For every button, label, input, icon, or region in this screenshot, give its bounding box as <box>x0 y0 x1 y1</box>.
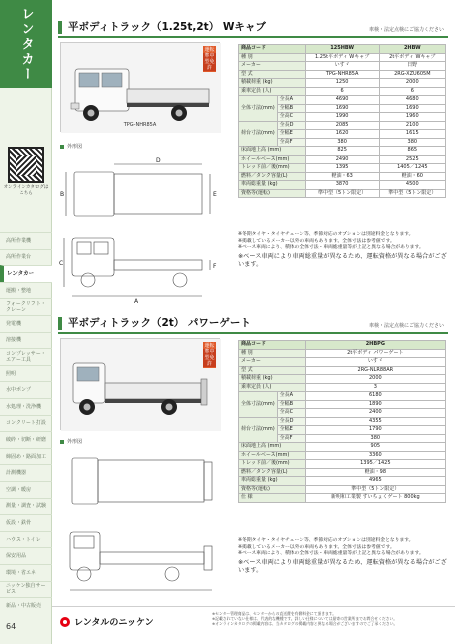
section-title-powergate <box>58 316 448 334</box>
spec-label: 乗車定員 (人) <box>239 87 306 96</box>
spec-label: 全幅B <box>277 400 305 409</box>
spec-label: 全高C <box>277 409 305 418</box>
logo-text: レンタルのニッケン <box>74 618 154 628</box>
badge-line-2: 準中 <box>204 53 215 59</box>
diagram-label-text: 外形図 <box>67 439 83 445</box>
spec-value: 4680 <box>379 96 445 105</box>
sidebar-item[interactable]: 仮設・鉄骨 <box>0 514 52 531</box>
spec-row <box>239 349 446 358</box>
note-line: ※冬期タイヤ・タイヤチェーン等、季節対応のオプションは別途料金となります。 <box>238 232 414 237</box>
spec-label: 全長A <box>277 96 305 105</box>
dimension-drawing-powergate <box>60 448 228 598</box>
sidebar-item[interactable]: 運搬・整地 <box>0 282 52 299</box>
spec-value: 380 <box>305 434 445 443</box>
spec-value: 4355 <box>305 417 445 426</box>
title-bar-marker <box>58 317 62 330</box>
photo-caption: TPG-NHR85A <box>123 122 157 128</box>
notes-wcab <box>238 232 448 269</box>
spec-value: 380 <box>305 138 379 147</box>
footer <box>52 606 455 644</box>
spec-value: 865 <box>379 147 445 156</box>
spec-value: 6 <box>305 87 379 96</box>
spec-label: ホイールベース(mm) <box>239 451 306 460</box>
spec-row <box>239 53 446 62</box>
spec-row <box>239 87 446 96</box>
sidebar-item[interactable]: ハウス・トイレ <box>0 531 52 548</box>
spec-label: 積載荷重 (kg) <box>239 79 306 88</box>
spec-value: 軽油・98 <box>305 468 445 477</box>
square-bullet-icon <box>60 145 64 149</box>
notes-powergate <box>238 538 448 575</box>
spec-label: 全幅E <box>277 130 305 139</box>
spec-label: 型 式 <box>239 366 306 375</box>
spec-row <box>239 70 446 79</box>
truck-powergate-image <box>61 339 221 431</box>
spec-value: 準中型（5トン限定） <box>379 189 445 198</box>
sidebar-item[interactable]: 計測機器 <box>0 464 52 481</box>
truck-wcab-image <box>61 43 221 133</box>
spec-label: 床面地上高 (mm) <box>239 443 306 452</box>
license-badge <box>203 342 216 368</box>
spec-label: 荷台寸法(mm) <box>239 121 278 147</box>
spec-row <box>239 96 446 105</box>
license-badge <box>203 46 216 72</box>
sidebar-item[interactable]: 水処理・洗浄機 <box>0 398 52 415</box>
page-number: 64 <box>6 622 17 631</box>
spec-row <box>239 358 446 367</box>
sidebar-item[interactable]: フォークリフト・クレーン <box>0 298 52 315</box>
sidebar-item[interactable]: 環境・省エネ <box>0 564 52 581</box>
spec-value: 1250 <box>305 79 379 88</box>
spec-label: 乗車定員 (人) <box>239 383 306 392</box>
spec-row <box>239 417 446 426</box>
spec-value: 1395／1425 <box>305 460 445 469</box>
sidebar-item[interactable]: 締固め・路面加工 <box>0 448 52 465</box>
note-line: ※ベース車両により、積体の全体寸法・車両総重量等が上記と異なる場合があります。 <box>238 245 424 251</box>
title-bar-marker <box>58 21 62 34</box>
spec-row <box>239 45 446 54</box>
diagram-label-wcab <box>60 143 82 150</box>
spec-value: 380 <box>379 138 445 147</box>
diagram-label-text: 外形図 <box>67 144 83 150</box>
footnote-line: ※オンラインカタログの掲載内容は、当カタログの掲載内容と異なる場合がございますのでご了承ください。 <box>212 621 398 626</box>
spec-value: いすゞ <box>305 358 445 367</box>
spec-value: 日野 <box>379 62 445 71</box>
spec-value: 825 <box>305 147 379 156</box>
spec-label: 種 別 <box>239 349 306 358</box>
sidebar-item[interactable]: 高所作業機 <box>0 232 52 249</box>
spec-row <box>239 468 446 477</box>
license-warning-note: ※ベース車両により車両総重量が異なるため、運転資格が異なる場合がございます。 <box>238 558 447 574</box>
footnote-line: ※記載されていない仕様は、代表的な機種です。詳しい仕様については最寄の営業所までお問合せください。 <box>212 616 398 621</box>
spec-label: トレッド前／後(mm) <box>239 460 306 469</box>
dim-letter-f: F <box>213 263 217 270</box>
spec-row <box>239 366 446 375</box>
dimension-drawing-wcab <box>60 152 228 304</box>
inspection-note: 車検・法定点検にご協力ください <box>368 27 444 33</box>
spec-label: 車両総重量 (kg) <box>239 477 306 486</box>
spec-value: 準中型（5トン限定） <box>305 189 379 198</box>
company-logo <box>60 615 154 628</box>
spec-label: ホイールベース(mm) <box>239 155 306 164</box>
spec-row <box>239 494 446 503</box>
spec-value: 1395 <box>305 164 379 173</box>
spec-label: 商品コード <box>239 341 306 350</box>
sidebar-item[interactable]: 測量・調査・試験 <box>0 498 52 515</box>
sidebar-item[interactable]: 水中ポンプ <box>0 381 52 398</box>
spec-label: 全高C <box>277 113 305 122</box>
spec-label: 荷台寸法(mm) <box>239 417 278 443</box>
spec-value: 1.25t平ボディ Wキャブ <box>305 53 379 62</box>
spec-row <box>239 341 446 350</box>
spec-label: 資格等(運転) <box>239 189 306 198</box>
dimension-diagram-powergate <box>60 448 228 598</box>
spec-value: 2HBW <box>379 45 445 54</box>
sidebar-item[interactable]: 破砕・切断・研磨 <box>0 431 52 448</box>
truck-photo-powergate <box>60 338 220 430</box>
spec-label: 全体寸法(mm) <box>239 96 278 122</box>
spec-value: 4690 <box>305 96 379 105</box>
logo-mark-icon <box>60 617 70 627</box>
spec-value: 1990 <box>305 113 379 122</box>
spec-row <box>239 62 446 71</box>
spec-value: いすゞ <box>305 62 379 71</box>
sidebar-item[interactable]: 高所作業台 <box>0 249 52 266</box>
dim-letter-e: E <box>213 191 217 198</box>
spec-label: 全長A <box>277 392 305 401</box>
spec-label: 全高F <box>277 138 305 147</box>
spec-label: 資格等(運転) <box>239 485 306 494</box>
spec-value: 125HBW <box>305 45 379 54</box>
diagram-label-powergate <box>60 438 82 445</box>
spec-label: 燃料／タンク容量(L) <box>239 468 306 477</box>
spec-label: 積載荷重 (kg) <box>239 375 306 384</box>
spec-value: 2085 <box>305 121 379 130</box>
spec-value: 2RG-NLR88AR <box>305 366 445 375</box>
sidebar-item[interactable]: 保安用品 <box>0 547 52 564</box>
spec-value: 2400 <box>305 409 445 418</box>
spec-row <box>239 164 446 173</box>
spec-value: 4500 <box>379 181 445 190</box>
spec-value: 2RG-XZU605M <box>379 70 445 79</box>
dimension-diagram-wcab <box>60 152 228 304</box>
spec-label: 全長D <box>277 121 305 130</box>
spec-value: 2100 <box>379 121 445 130</box>
spec-value: 軽油・63 <box>305 172 379 181</box>
spec-value: 1405／1245 <box>379 164 445 173</box>
note-line: ※掲載しているメーカー以外の車両もあります。全体寸法は参考値です。 <box>238 238 395 244</box>
spec-value: 1960 <box>379 113 445 122</box>
spec-row <box>239 155 446 164</box>
spec-label: 床面地上高 (mm) <box>239 147 306 156</box>
badge-line-3: 型免許 <box>204 59 215 71</box>
spec-value: 準中型（5トン限定） <box>305 485 445 494</box>
inspection-note: 車検・法定点検にご協力ください <box>368 323 444 329</box>
sidebar-item[interactable]: レンタカー <box>0 265 52 282</box>
spec-value: 3870 <box>305 181 379 190</box>
spec-label: トレッド前／後(mm) <box>239 164 306 173</box>
spec-row <box>239 383 446 392</box>
spec-value: 1690 <box>379 104 445 113</box>
spec-row <box>239 451 446 460</box>
spec-value: 3 <box>305 383 445 392</box>
badge-line-3: 型免許 <box>204 355 215 367</box>
spec-label: 型 式 <box>239 70 306 79</box>
spec-label: 全長D <box>277 417 305 426</box>
footnote-line: ※センター管理商品は、センターからの直送費を有償料金にて頂きます。 <box>212 611 337 616</box>
spec-label: 全高F <box>277 434 305 443</box>
spec-label: 仕 様 <box>239 494 306 503</box>
note-line: ※掲載しているメーカー以外の車両もあります。全体寸法は参考値です。 <box>238 544 395 550</box>
spec-row <box>239 392 446 401</box>
spec-value: 新明和工業製 すいちょくゲート 800kg <box>305 494 445 503</box>
spec-label: 車両総重量 (kg) <box>239 181 306 190</box>
sidebar-item[interactable]: 発電機 <box>0 315 52 332</box>
spec-label: 全幅B <box>277 104 305 113</box>
spec-value: 1690 <box>305 104 379 113</box>
spec-label: 燃料／タンク容量(L) <box>239 172 306 181</box>
spec-value: 2000 <box>379 79 445 88</box>
sidebar <box>0 0 52 644</box>
sidebar-item[interactable]: 新品・中古販売 <box>0 597 52 614</box>
license-warning-note: ※ベース車両により車両総重量が異なるため、運転資格が異なる場合がございます。 <box>238 252 447 268</box>
note-line: ※ベース車両により、積体の全体寸法・車両総重量等が上記と異なる場合があります。 <box>238 551 424 557</box>
spec-label: 全体寸法(mm) <box>239 392 278 418</box>
truck-photo-wcab <box>60 42 220 132</box>
square-bullet-icon <box>60 440 64 444</box>
spec-value: 4965 <box>305 477 445 486</box>
sidebar-item[interactable]: コンプレッサー・エアー工具 <box>0 348 52 365</box>
spec-value: 2490 <box>305 155 379 164</box>
spec-value: 2000 <box>305 375 445 384</box>
sidebar-item[interactable]: ニッケン独自サービス <box>0 581 52 598</box>
spec-row <box>239 181 446 190</box>
section-title-text: 平ボディトラック（1.25t,2t） Wキャブ <box>68 21 266 33</box>
spec-value: 2525 <box>379 155 445 164</box>
spec-row <box>239 121 446 130</box>
spec-value: 3360 <box>305 451 445 460</box>
badge-line-1: 運転 <box>204 47 215 53</box>
spec-value: TPG-NHR85A <box>305 70 379 79</box>
dim-letter-d: D <box>156 157 161 164</box>
spec-value: 6180 <box>305 392 445 401</box>
spec-table-powergate <box>238 340 446 503</box>
spec-table-wcab <box>238 44 446 198</box>
spec-value: 2t平ボディ パワーゲート <box>305 349 445 358</box>
spec-row <box>239 460 446 469</box>
spec-label: メーカー <box>239 358 306 367</box>
sidebar-item[interactable]: 空調・暖房 <box>0 481 52 498</box>
spec-value: 2HBPG <box>305 341 445 350</box>
dim-letter-c: C <box>59 260 64 267</box>
qr-caption: オンラインカタログはこちら <box>3 185 49 196</box>
spec-row <box>239 79 446 88</box>
spec-value: 2t平ボディ Wキャブ <box>379 53 445 62</box>
spec-label: メーカー <box>239 62 306 71</box>
dim-letter-b: B <box>60 191 65 198</box>
sidebar-item[interactable]: 溶接機 <box>0 332 52 349</box>
sidebar-item[interactable]: 照明 <box>0 365 52 382</box>
footnotes <box>212 611 452 626</box>
spec-row <box>239 485 446 494</box>
section-title-text: 平ボディトラック（2t） パワーゲート <box>68 317 251 329</box>
sidebar-title: レンタカー <box>0 0 52 88</box>
dim-letter-a: A <box>134 298 139 305</box>
spec-value: 1790 <box>305 426 445 435</box>
spec-row <box>239 172 446 181</box>
spec-value: 1620 <box>305 130 379 139</box>
spec-row <box>239 477 446 486</box>
spec-value: 905 <box>305 443 445 452</box>
qr-code-icon[interactable] <box>8 147 44 183</box>
spec-row <box>239 375 446 384</box>
spec-row <box>239 443 446 452</box>
section-title-wcab <box>58 20 448 38</box>
spec-row <box>239 147 446 156</box>
spec-label: 種 別 <box>239 53 306 62</box>
spec-value: 1890 <box>305 400 445 409</box>
spec-value: 6 <box>379 87 445 96</box>
spec-label: 商品コード <box>239 45 306 54</box>
spec-label: 全幅E <box>277 426 305 435</box>
spec-row <box>239 189 446 198</box>
badge-line-2: 準中 <box>204 349 215 355</box>
note-line: ※冬期タイヤ・タイヤチェーン等、季節対応のオプションは別途料金となります。 <box>238 538 414 543</box>
spec-value: 1615 <box>379 130 445 139</box>
badge-line-1: 運転 <box>204 343 215 349</box>
sidebar-item[interactable]: コンクリート打設 <box>0 415 52 432</box>
spec-value: 軽油・60 <box>379 172 445 181</box>
